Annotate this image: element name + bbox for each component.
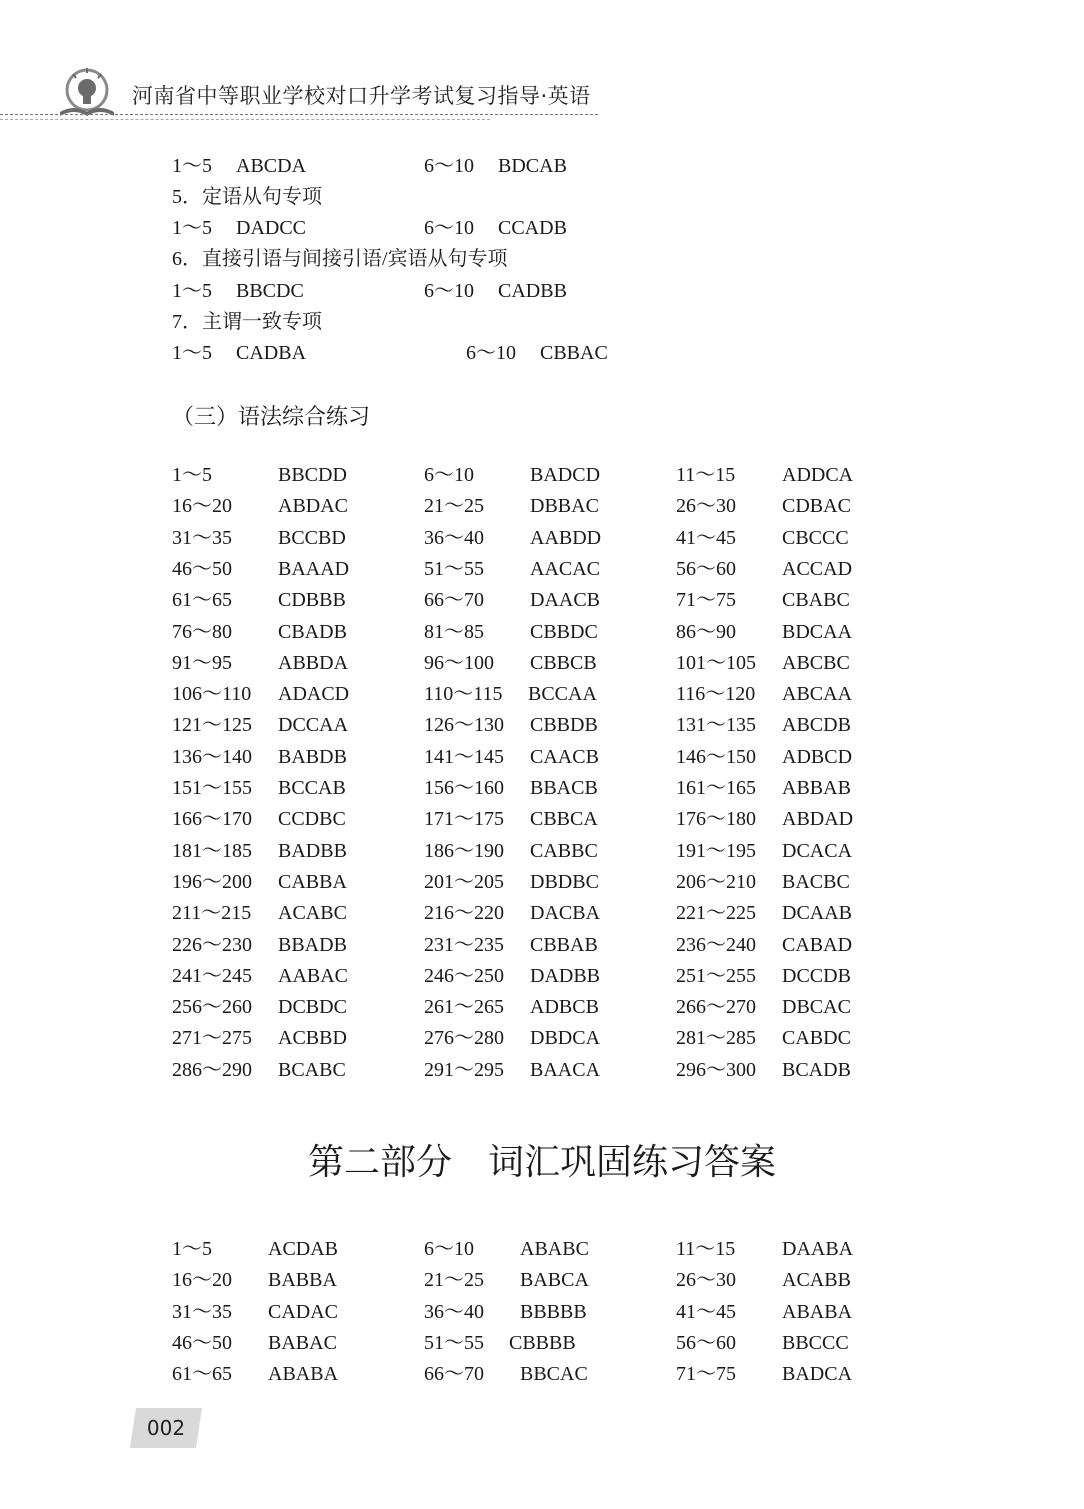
answer-range: 51～55 [424, 1331, 484, 1354]
answer-letters: DADCC [236, 217, 307, 239]
answer-letters: ABCDB [782, 714, 851, 737]
answer-range: 261～265 [424, 996, 504, 1019]
answer-letters: BACBC [782, 870, 850, 893]
answer-range: 6～10 [466, 342, 516, 364]
section-heading: 5．定语从句专项 [172, 186, 322, 208]
answer-letters: BCCAB [278, 777, 346, 799]
answer-range: 281～285 [676, 1027, 756, 1050]
answer-letters: DBDBC [530, 870, 599, 893]
answer-range: 191～195 [676, 839, 756, 862]
answer-range: 256～260 [172, 996, 252, 1019]
answer-letters: BADCD [530, 464, 601, 486]
answer-range: 116～120 [676, 683, 756, 706]
answer-letters: ABABA [268, 1363, 339, 1386]
answer-range: 41～45 [676, 526, 736, 549]
answer-range: 151～155 [172, 777, 252, 799]
answer-letters: CBADB [278, 620, 347, 643]
answer-letters: BABDB [278, 745, 347, 768]
page-number: 002 [146, 1416, 186, 1440]
answer-letters: BBCCC [782, 1331, 849, 1354]
answer-letters: DCACA [782, 839, 853, 862]
answer-range: 126～130 [424, 714, 504, 737]
answer-range: 11～15 [676, 1238, 736, 1260]
answer-range: 66～70 [424, 1363, 484, 1386]
answer-letters: BAACA [530, 1058, 601, 1081]
answer-range: 61～65 [172, 589, 232, 612]
answer-letters: BCCBD [278, 526, 346, 549]
answer-letters: BADCA [782, 1363, 853, 1386]
answer-letters: CADAC [268, 1300, 339, 1323]
answer-range: 21～25 [424, 1269, 484, 1292]
answer-letters: CBBDB [530, 714, 598, 737]
answer-letters: CAACB [530, 745, 599, 768]
answer-range: 196～200 [172, 870, 252, 893]
answer-letters: BBADB [278, 933, 347, 956]
answer-range: 16～20 [172, 495, 232, 518]
answer-range: 106～110 [172, 683, 252, 706]
answer-range: 110～115 [424, 683, 503, 706]
answer-range: 6～10 [424, 280, 474, 302]
answer-letters: DCCAA [278, 714, 349, 737]
answer-letters: DACBA [530, 902, 601, 925]
answer-letters: CCDBC [278, 808, 346, 831]
answer-letters: DAABA [782, 1238, 854, 1260]
answer-letters: BDCAB [498, 155, 567, 177]
answer-range: 171～175 [424, 808, 504, 831]
answer-range: 21～25 [424, 495, 484, 518]
answer-letters: BCCAA [528, 683, 597, 706]
answer-range: 6～10 [424, 155, 474, 177]
answer-letters: DBDCA [530, 1027, 601, 1050]
answer-letters: ABDAD [782, 808, 854, 831]
answer-range: 76～80 [172, 620, 232, 643]
answer-letters: CADBA [236, 342, 307, 364]
answer-range: 221～225 [676, 902, 756, 925]
grammar-section-heading: （三）语法综合练习 [172, 405, 371, 430]
answer-letters: ABCBC [782, 651, 850, 674]
answer-range: 91～95 [172, 651, 232, 674]
answer-range: 81～85 [424, 620, 484, 643]
answer-letters: BBBBB [520, 1300, 587, 1323]
answer-letters: ABCAA [782, 683, 853, 706]
header-divider [0, 114, 598, 115]
answer-range: 131～135 [676, 714, 756, 737]
answer-range: 121～125 [172, 714, 252, 737]
answer-range: 246～250 [424, 964, 504, 987]
answer-letters: CBBCA [530, 808, 598, 831]
answer-range: 36～40 [424, 1300, 484, 1323]
answer-letters: AACAC [530, 557, 601, 580]
answer-range: 241～245 [172, 964, 252, 987]
answer-range: 86～90 [676, 620, 736, 643]
answer-letters: ACDAB [268, 1238, 339, 1260]
answer-range: 286～290 [172, 1058, 252, 1081]
answer-range: 161～165 [676, 777, 756, 799]
answer-range: 271～275 [172, 1027, 252, 1050]
answer-range: 291～295 [424, 1058, 504, 1081]
answer-letters: ACBBD [278, 1027, 347, 1050]
answer-range: 1～5 [172, 342, 212, 364]
answer-range: 6～10 [424, 1238, 474, 1260]
answer-letters: BCABC [278, 1058, 346, 1081]
answer-range: 181～185 [172, 839, 252, 862]
header-title: 河南省中等职业学校对口升学考试复习指导·英语 [132, 84, 591, 108]
answer-range: 31～35 [172, 1300, 232, 1323]
answer-range: 211～215 [172, 902, 252, 925]
answer-range: 201～205 [424, 870, 504, 893]
answer-range: 1～5 [172, 155, 212, 177]
answer-letters: BABCA [520, 1269, 589, 1292]
answer-range: 166～170 [172, 808, 252, 831]
answer-letters: BCADB [782, 1058, 851, 1081]
answer-range: 36～40 [424, 526, 484, 549]
answer-letters: DBBAC [530, 495, 599, 518]
answer-letters: CABAD [782, 933, 853, 956]
answer-letters: BABBA [268, 1269, 337, 1292]
answer-range: 136～140 [172, 745, 252, 768]
answer-letters: DCBDC [278, 996, 347, 1019]
answer-letters: ABABA [782, 1300, 853, 1323]
answer-range: 26～30 [676, 1269, 736, 1292]
answer-range: 276～280 [424, 1027, 504, 1050]
answer-letters: AABDD [530, 526, 602, 549]
answer-letters: ABDAC [278, 495, 349, 518]
answer-letters: BBACB [530, 777, 598, 799]
answer-range: 1～5 [172, 464, 212, 486]
answer-letters: BDCAA [782, 620, 853, 643]
answer-range: 31～35 [172, 526, 232, 549]
answer-range: 96～100 [424, 651, 494, 674]
page-number-badge [130, 1408, 202, 1448]
answer-range: 296～300 [676, 1058, 756, 1081]
answer-letters: DCAAB [782, 902, 853, 925]
answer-range: 146～150 [676, 745, 756, 768]
answer-range: 226～230 [172, 933, 252, 956]
answer-range: 46～50 [172, 557, 232, 580]
answer-range: 1～5 [172, 280, 212, 302]
answer-letters: ABABC [520, 1238, 589, 1260]
answer-letters: ABCDA [236, 155, 307, 177]
answer-letters: DADBB [530, 964, 601, 987]
answer-letters: CDBAC [782, 495, 851, 518]
answer-range: 46～50 [172, 1331, 232, 1354]
answer-letters: CABBA [278, 870, 347, 893]
answer-range: 16～20 [172, 1269, 232, 1292]
header-divider-secondary [0, 119, 490, 120]
answer-letters: CABDC [782, 1027, 851, 1050]
part-two-title: 第二部分 词汇巩固练习答案 [307, 1142, 776, 1183]
answer-letters: CBCCC [782, 526, 849, 549]
answer-range: 206～210 [676, 870, 756, 893]
answer-range: 186～190 [424, 839, 504, 862]
answer-letters: AABAC [278, 964, 349, 987]
answer-letters: CBBAB [530, 933, 598, 956]
answer-range: 61～65 [172, 1363, 232, 1386]
answer-letters: DAACB [530, 589, 601, 612]
answer-letters: CBBDC [530, 620, 598, 643]
answer-letters: DCCDB [782, 964, 851, 987]
answer-range: 41～45 [676, 1300, 736, 1323]
answer-range: 71～75 [676, 1363, 736, 1386]
answer-letters: CDBBB [278, 589, 346, 612]
answer-letters: ADBCB [530, 996, 599, 1019]
answer-range: 156～160 [424, 777, 504, 799]
answer-letters: ACABB [782, 1269, 851, 1292]
section-heading: 6．直接引语与间接引语/宾语从句专项 [172, 248, 508, 270]
answer-range: 236～240 [676, 933, 756, 956]
answer-range: 1～5 [172, 1238, 212, 1260]
answer-range: 51～55 [424, 557, 484, 580]
answer-range: 101～105 [676, 651, 756, 674]
answer-range: 141～145 [424, 745, 504, 768]
answer-range: 66～70 [424, 589, 484, 612]
answer-letters: CBBCB [530, 651, 597, 674]
answer-range: 266～270 [676, 996, 756, 1019]
section-heading: 7．主谓一致专项 [172, 311, 322, 333]
answer-range: 216～220 [424, 902, 504, 925]
answer-range: 11～15 [676, 464, 736, 486]
answer-letters: ADACD [278, 683, 350, 706]
answer-letters: CADBB [498, 280, 567, 302]
answer-range: 56～60 [676, 1331, 736, 1354]
answer-letters: BABAC [268, 1331, 337, 1354]
answer-range: 251～255 [676, 964, 756, 987]
page-header [0, 0, 1084, 130]
answer-letters: ADBCD [782, 745, 853, 768]
answer-letters: ACABC [278, 902, 347, 925]
answer-range: 6～10 [424, 464, 474, 486]
answer-letters: BBCDC [236, 280, 304, 302]
answer-letters: CCADB [498, 217, 567, 239]
answer-range: 26～30 [676, 495, 736, 518]
answer-letters: ADDCA [782, 464, 854, 486]
answer-range: 231～235 [424, 933, 504, 956]
answer-letters: CBABC [782, 589, 850, 612]
answer-letters: ABBAB [782, 777, 851, 799]
answer-letters: BBCAC [520, 1363, 588, 1386]
answer-range: 176～180 [676, 808, 756, 831]
answer-letters: DBCAC [782, 996, 851, 1019]
answer-letters: CBBBB [509, 1331, 576, 1354]
answer-range: 6～10 [424, 217, 474, 239]
answer-letters: ABBDA [278, 651, 349, 674]
answer-range: 71～75 [676, 589, 736, 612]
answer-range: 56～60 [676, 557, 736, 580]
answer-range: 1～5 [172, 217, 212, 239]
answer-letters: CABBC [530, 839, 598, 862]
answer-letters: ACCAD [782, 557, 853, 580]
answer-letters: BBCDD [278, 464, 347, 486]
answer-letters: CBBAC [540, 342, 608, 364]
answer-letters: BADBB [278, 839, 347, 862]
answer-letters: BAAAD [278, 557, 350, 580]
